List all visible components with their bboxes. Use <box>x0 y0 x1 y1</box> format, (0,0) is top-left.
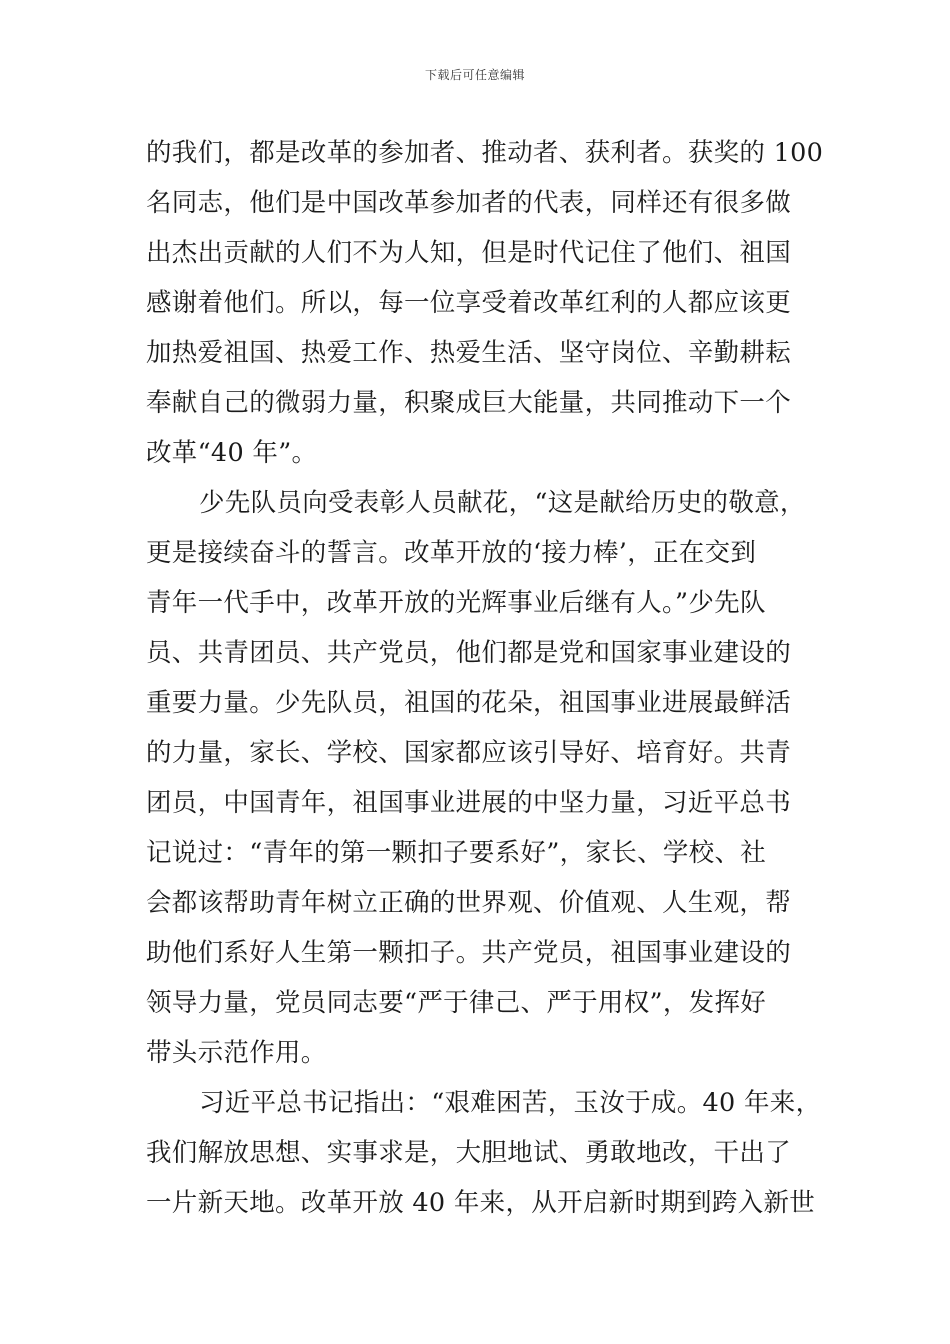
text-line: 名同志，他们是中国改革参加者的代表，同样还有很多做 <box>146 188 792 218</box>
text-line: 员、共青团员、共产党员，他们都是党和国家事业建设的 <box>146 638 792 668</box>
text-line: 领导力量，党员同志要“严于律己、严于用权”，发挥好 <box>146 988 767 1018</box>
text-line: 一片新天地。改革开放 40 年来，从开启新时期到跨入新世 <box>146 1188 816 1218</box>
text-line: 记说过：“青年的第一颗扣子要系好”，家长、学校、社 <box>146 838 767 868</box>
text-line: 更是接续奋斗的誓言。改革开放的‘接力棒’，正在交到 <box>146 538 757 568</box>
text-line: 的力量，家长、学校、国家都应该引导好、培育好。共青 <box>146 738 792 768</box>
paragraph-start-line: 少先队员向受表彰人员献花，“这是献给历史的敬意， <box>199 488 806 518</box>
text-line: 青年一代手中，改革开放的光辉事业后继有人。”少先队 <box>146 588 766 618</box>
text-line: 的我们，都是改革的参加者、推动者、获利者。获奖的 100 <box>146 138 824 168</box>
paragraph-start-line: 习近平总书记指出：“艰难困苦，玉汝于成。40 年来， <box>199 1088 822 1118</box>
text-line: 会都该帮助青年树立正确的世界观、价值观、人生观，帮 <box>146 888 792 918</box>
text-line: 奉献自己的微弱力量，积聚成巨大能量，共同推动下一个 <box>146 388 792 418</box>
text-line: 感谢着他们。所以，每一位享受着改革红利的人都应该更 <box>146 288 792 318</box>
page-header: 下载后可任意编辑 <box>424 68 525 82</box>
text-line: 助他们系好人生第一颗扣子。共产党员，祖国事业建设的 <box>146 938 792 968</box>
text-line: 我们解放思想、实事求是，大胆地试、勇敢地改，干出了 <box>146 1138 792 1168</box>
text-line: 带头示范作用。 <box>146 1038 327 1068</box>
document-body <box>146 128 826 1228</box>
text-line: 改革“40 年”。 <box>146 438 318 468</box>
text-line: 团员，中国青年，祖国事业进展的中坚力量，习近平总书 <box>146 788 792 818</box>
text-line: 加热爱祖国、热爱工作、热爱生活、坚守岗位、辛勤耕耘 <box>146 338 792 368</box>
text-line: 重要力量。少先队员，祖国的花朵，祖国事业进展最鲜活 <box>146 688 792 718</box>
text-line: 出杰出贡献的人们不为人知，但是时代记住了他们、祖国 <box>146 238 792 268</box>
